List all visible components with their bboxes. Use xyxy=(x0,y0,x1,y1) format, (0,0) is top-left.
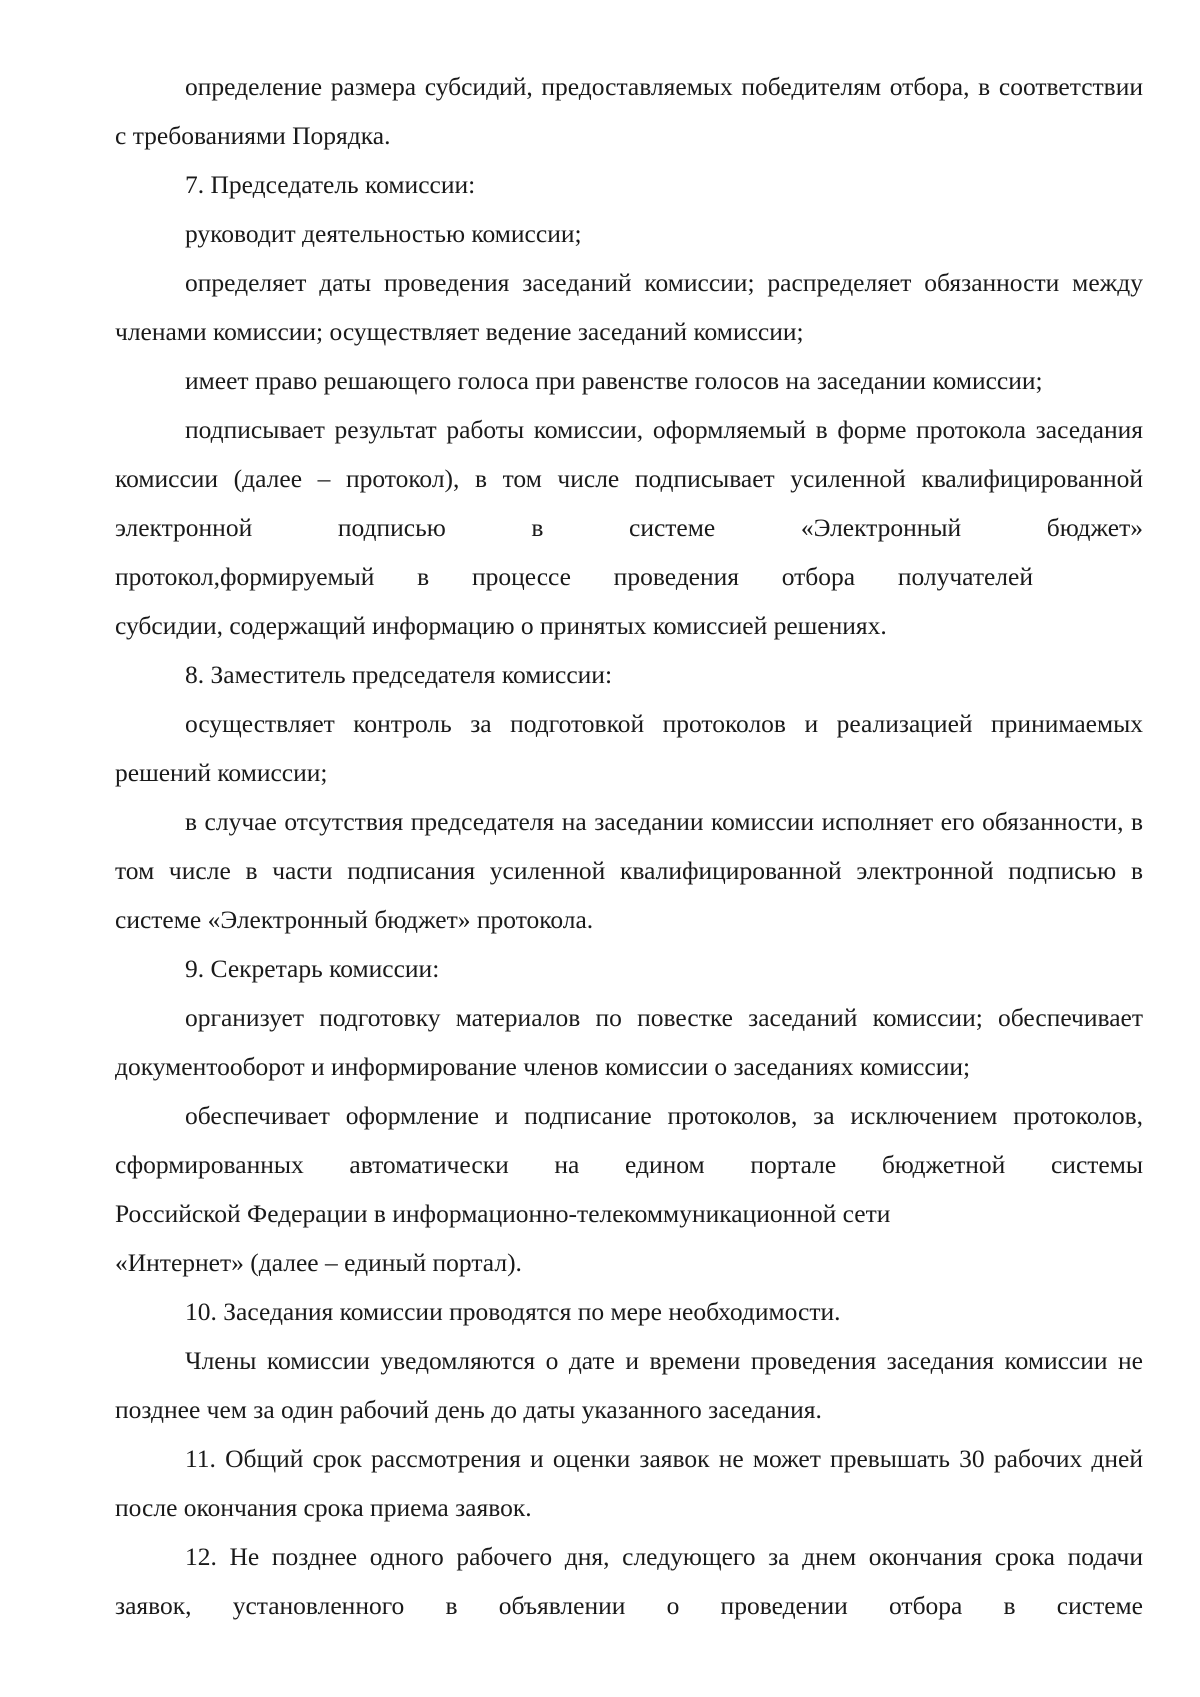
paragraph-secretary-organizes: организует подготовку материалов по повестке заседаний комиссии; обеспечивает документооборот и информирование членов комиссии о заседаниях комиссии; xyxy=(115,1003,1143,1081)
document-page xyxy=(115,62,1143,1630)
paragraph-members-notified: Члены комиссии уведомляются о дате и времени проведения заседания комиссии не позднее чем за один рабочий день до даты указанного заседания. xyxy=(115,1346,1143,1424)
paragraph-chairman-signs-cont: протокол,формируемый в процессе проведения отбора получателей xyxy=(115,562,1033,591)
paragraph-applications-deadline: 12. Не позднее одного рабочего дня, следующего за днем окончания срока подачи заявок, установленного в объявлении о проведении отбора в системе xyxy=(115,1542,1143,1620)
paragraph-chairman-signs: подписывает результат работы комиссии, оформляемый в форме протокола заседания комиссии (далее – протокол), в том числе подписывает усиленной квалифицированной электронной подписью в системе «Электронный бюджет» xyxy=(115,415,1143,542)
paragraph-chairman-leads: руководит деятельностью комиссии; xyxy=(185,219,582,248)
paragraph-secretary-protocols-end: «Интернет» (далее – единый портал). xyxy=(115,1248,522,1277)
paragraph-subsidy-amount: определение размера субсидий, предоставляемых победителям отбора, в соответствии с требованиями Порядка. xyxy=(115,72,1143,150)
paragraph-chairman-dates: определяет даты проведения заседаний комиссии; распределяет обязанности между членами комиссии; осуществляет ведение заседаний комиссии; xyxy=(115,268,1143,346)
heading-deputy: 8. Заместитель председателя комиссии: xyxy=(185,660,613,689)
paragraph-chairman-signs-end: субсидии, содержащий информацию о принятых комиссией решениях. xyxy=(115,611,887,640)
paragraph-review-term: 11. Общий срок рассмотрения и оценки заявок не может превышать 30 рабочих дней после окончания срока приема заявок. xyxy=(115,1444,1143,1522)
paragraph-secretary-protocols-cont: Российской Федерации в информационно-телекоммуникационной сети xyxy=(115,1199,891,1228)
paragraph-deputy-control: осуществляет контроль за подготовкой протоколов и реализацией принимаемых решений комиссии; xyxy=(115,709,1143,787)
paragraph-secretary-protocols: обеспечивает оформление и подписание протоколов, за исключением протоколов, сформированных автоматически на едином портале бюджетной системы xyxy=(115,1101,1143,1179)
paragraph-chairman-vote: имеет право решающего голоса при равенстве голосов на заседании комиссии; xyxy=(185,366,1043,395)
heading-chairman: 7. Председатель комиссии: xyxy=(185,170,476,199)
paragraph-deputy-absence: в случае отсутствия председателя на заседании комиссии исполняет его обязанности, в том числе в части подписания усиленной квалифицированной электронной подписью в системе «Электронный бюджет» протокола. xyxy=(115,807,1143,934)
paragraph-meetings: 10. Заседания комиссии проводятся по мере необходимости. xyxy=(185,1297,841,1326)
heading-secretary: 9. Секретарь комиссии: xyxy=(185,954,440,983)
